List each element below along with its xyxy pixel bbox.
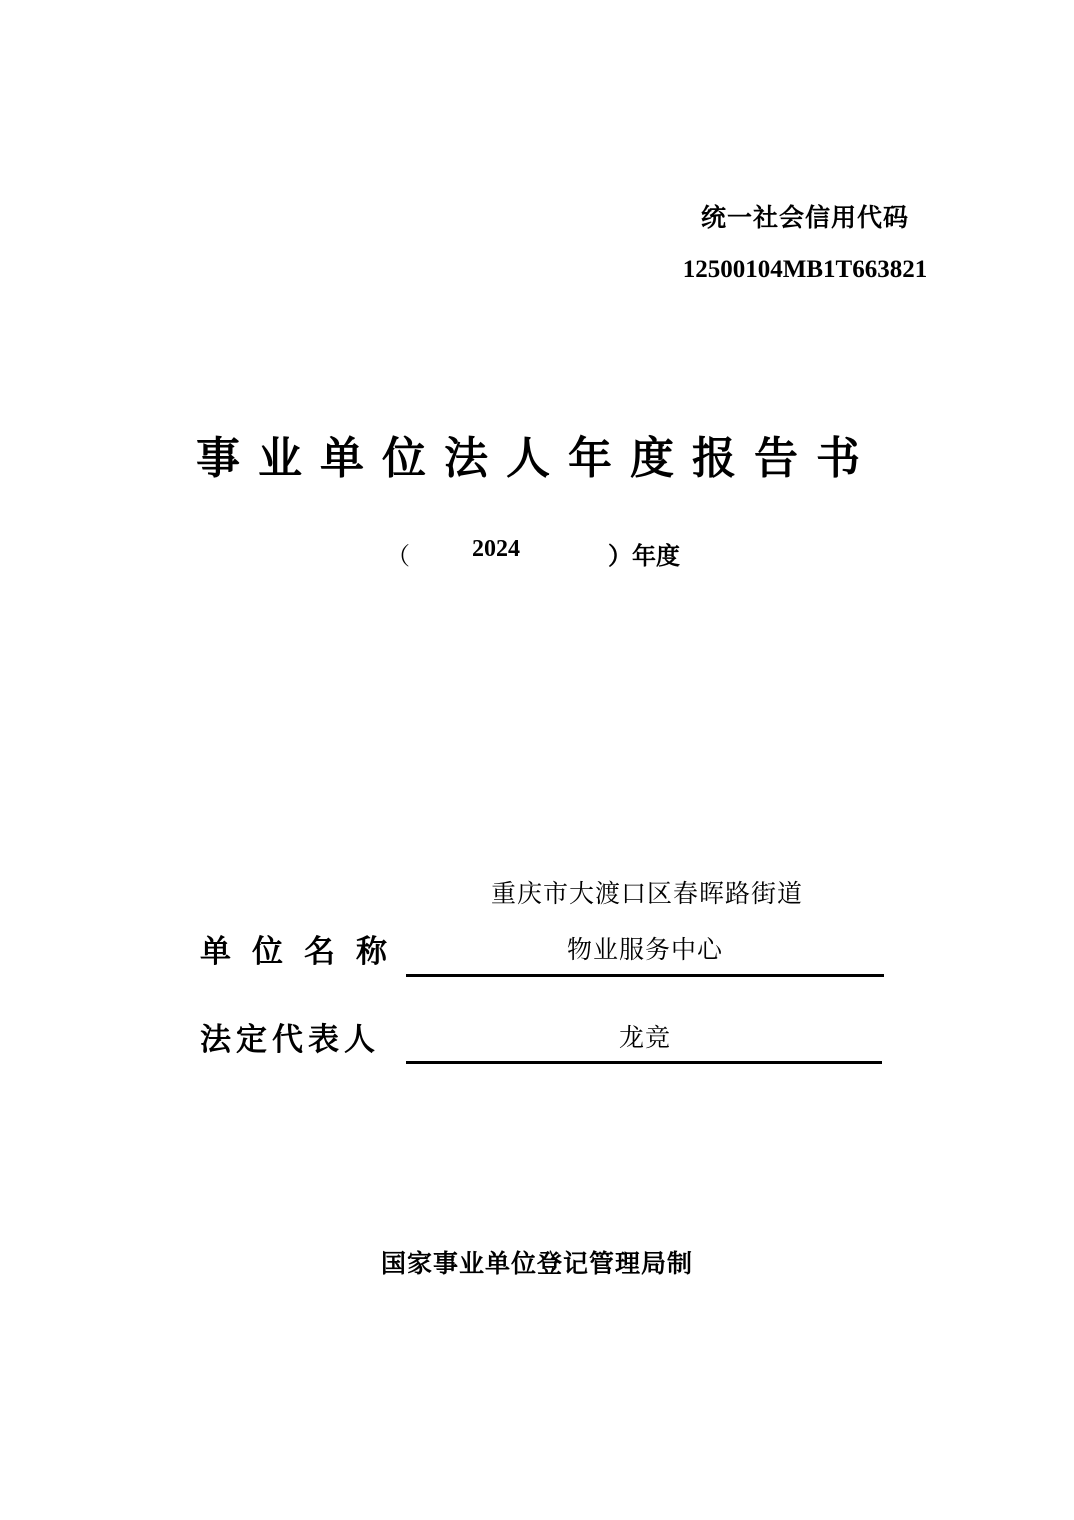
unit-name-value-line1: 重庆市大渡口区春晖路街道 bbox=[490, 879, 803, 908]
legal-rep-underline bbox=[406, 1061, 882, 1064]
year-open-paren: （ bbox=[386, 542, 410, 570]
issuer-footer: 国家事业单位登记管理局制 bbox=[380, 1249, 693, 1278]
report-title: 事业单位法人年度报告书 bbox=[196, 433, 878, 484]
legal-rep-value: 龙竞 bbox=[618, 1023, 671, 1052]
legal-rep-label: 法定代表人 bbox=[200, 1022, 380, 1058]
report-year-line bbox=[380, 536, 700, 570]
unit-name-label: 单位名称 bbox=[200, 934, 408, 970]
credit-code-value: 12500104MB1T663821 bbox=[682, 256, 928, 283]
credit-code-label: 统一社会信用代码 bbox=[700, 203, 909, 232]
report-year: 2024 bbox=[472, 536, 520, 562]
unit-name-underline bbox=[406, 974, 884, 977]
unit-name-value-line2: 物业服务中心 bbox=[566, 935, 723, 964]
year-suffix: ）年度 bbox=[608, 541, 680, 570]
